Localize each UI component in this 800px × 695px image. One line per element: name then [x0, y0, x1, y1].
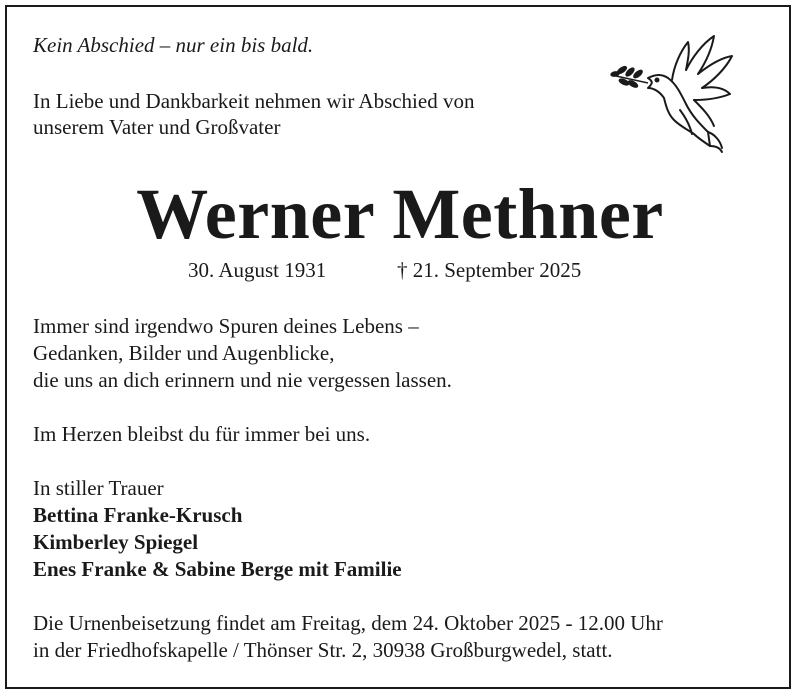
mourner-name: Enes Franke & Sabine Berge mit Familie — [33, 557, 402, 581]
birth-date: 30. August 1931 — [188, 258, 327, 282]
death-date: † 21. September 2025 — [397, 258, 582, 282]
deceased-name: Werner Methner — [136, 174, 664, 254]
motto: Kein Abschied – nur ein bis bald. — [33, 33, 314, 57]
mourners-intro: In stiller Trauer — [33, 476, 164, 500]
poem-line-1: Immer sind irgendwo Spuren deines Lebens – — [33, 314, 419, 338]
funeral-line-1: Die Urnenbeisetzung findet am Freitag, dem 24. Oktober 2025 - 12.00 Uhr — [33, 611, 663, 635]
mourner-name: Bettina Franke-Krusch — [33, 503, 243, 527]
heart-line: Im Herzen bleibst du für immer bei uns. — [33, 422, 371, 446]
mourner-name: Kimberley Spiegel — [33, 530, 199, 554]
poem-line-3: die uns an dich erinnern und nie vergessen lassen. — [33, 368, 452, 392]
intro-line-2: unserem Vater und Großvater — [33, 115, 281, 139]
dove-icon — [610, 30, 745, 155]
intro-line-1: In Liebe und Dankbarkeit nehmen wir Abschied von — [33, 89, 475, 113]
poem-line-2: Gedanken, Bilder und Augenblicke, — [33, 341, 335, 365]
funeral-line-2: in der Friedhofskapelle / Thönser Str. 2, 30938 Großburgwedel, statt. — [33, 638, 613, 662]
